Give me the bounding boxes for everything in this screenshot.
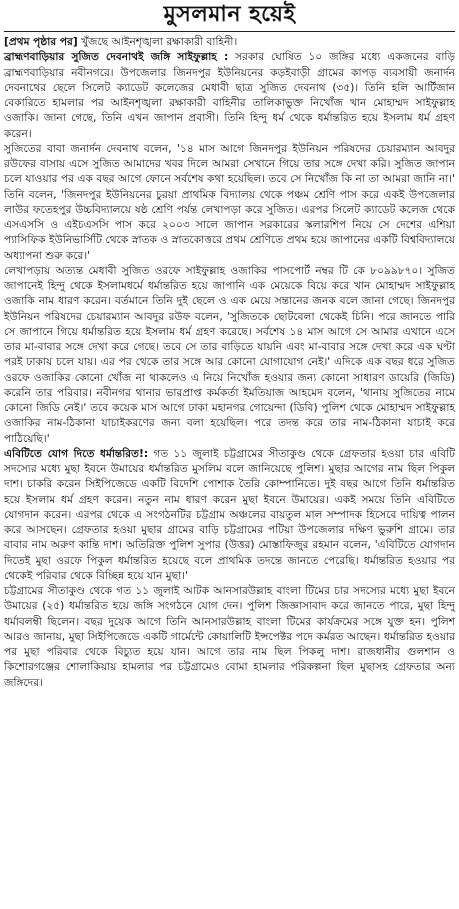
section1-paragraph-1: [4, 50, 455, 142]
article-body: [4, 35, 455, 691]
continuation-paragraph: [4, 35, 455, 50]
continuation-text: খুঁজছে আইনশৃঙ্খলা রক্ষাকারী বাহিনী।: [77, 36, 238, 48]
section1-p1-text: সরকার ঘোষিত ১০ জঙ্গির মধ্যে একজনের বাড়ি ব্রাহ্মণবাড়িয়ার নবীনগরে। উপজেলার জিনদপুর ইউনিয়নের কড়ইবাড়ী গ্রামের কাপড় ব্যবসায়ী জনার্দন দেবনাথের ছেলে সিলেট ক্যাডেট কলেজের মেধাবী ছাত্র সুজিত দেবনাথ (৩৫)। তিনি হলি আর্টিজান বেকারিতে হামলার পর আইনশৃঙ্খলা রক্ষাকারী বাহিনীর তালিকাভুক্ত নিখোঁজ খান মোহাম্মদ সাইফুল্লাহ ওজাকি। জানা গেছে, তিনি এখন জাপান প্রবাসী। তিনি হিন্দু ধর্ম থেকে ধর্মান্তরিত হয়ে ইসলাম ধর্ম গ্রহণ করেন।: [4, 51, 456, 140]
section1-paragraph-3: লেখাপড়ায় অত্যন্ত মেধাবী সুজিত ওরফে সাইফুল্লাহ ওজাকির পাসপোর্ট নম্বর টি কে ৮০৯৯৮৭০। সুজিত জাপানেই হিন্দু থেকে ইসলামধর্মে ধর্মান্তরিত হয়ে জাপানি এক মেয়েকে বিয়ে করে খান মোহাম্মদ সাইফুল্লাহ ওজাকি নাম ধারণ করেন। বর্তমানে তিনি দুই ছেলে ও এক মেয়ে সন্তানের জনক বলে জানা গেছে। জিনদপুর ইউনিয়ন পরিষদের চেয়ারম্যান আবদুর রউফ বলেন, 'সুজিতকে ছোটবেলা থেকেই চিনি। পরে জানতে পারি সে জাপানে গিয়ে ধর্মান্তরিত হয়ে ইসলাম ধর্ম গ্রহণ করেছে। সর্বশেষ ১৪ মাস আগে সে আমার এখানে এসে তার মা-বাবার সঙ্গে দেখা করে গেছে। তবে সে তার বাড়িতে যায়নি এবং মা-বাবার সঙ্গে দেখা করে এক ঘণ্টা পরই ঢাকায় চলে যায়। এর পর থেকে তার সঙ্গে আর কোনো যোগাযোগ নেই।' এদিকে এক বছর ধরে সুজিত ওরফে ওজাকির কোনো খোঁজ না থাকলেও এ নিয়ে নিখোঁজ হওয়ার জন্য কোনো সাধারণ ডায়েরি (জিডি) করেনি তার পরিবার। নবীনগর থানার ভারপ্রাপ্ত কর্মকর্তা ইমতিয়াজ আহমেদ বলেন, 'থানায় সুজিতের নামে কোনো জিডি নেই।' তবে কয়েক মাস আগে ঢাকা মহানগর গোয়েন্দা (ডিবি) পুলিশ থেকে মোহাম্মদ সাইফুল্লাহ ওজাকির নাম-ঠিকানা যাচাইকরণের জন্য বলা হয়েছিল। পরে তদন্ত করে তার নাম-ঠিকানা যাচাই করে পাঠিয়েছি।': [4, 264, 455, 445]
section2-lead: এবিটিতে যোগ দিতে ধর্মান্তরিত!:: [4, 447, 149, 460]
section2-paragraph-2: চট্টগ্রামের সীতাকুণ্ড থেকে গত ১১ জুলাই আটক আনসারউল্লাহ বাংলা টিমের চার সদস্যের মধ্যে মুছা ইবনে উমায়ের (২৫) ধর্মান্তরিত হয়ে জঙ্গি সংগঠনে যোগ দেন। পুলিশ জিজ্ঞাসাবাদ করে জানতে পারে, মুছা হিন্দু ধর্মাবলম্বী ছিলেন। বছর দুয়েক আগে তিনি আনসারউল্লাহ বাংলা টিমের কার্যক্রমের সঙ্গে যুক্ত হন। পুলিশ আরও জানায়, মুছা সিইপিজেডে একটি গার্মেন্টে কোয়ালিটি ইন্সপেক্টর পদে কর্মরত আছেন। ধর্মান্তরিত হওয়ার পর মুছা পরিবার থেকে বিচ্যুত হয়ে যান। আগে তার নাম ছিল পিকলু দাশ। রাজধানীর গুলশান ও কিশোরগঞ্জের শোলাকিয়ায় হামলার পর চট্টগ্রামেও বোমা হামলার পরিকল্পনা ছিল মুছাসহ গ্রেফতার অন্য জঙ্গিদের।: [4, 585, 455, 689]
continuation-jump-label: [প্রথম পৃষ্ঠার পর]: [4, 36, 78, 48]
section1-lead: ব্রাহ্মণবাড়িয়ার সুজিত দেবনাথই জঙ্গি সাইফুল্লাহ :: [4, 51, 229, 64]
section2-paragraph-1: [4, 447, 455, 584]
section2-p1-text: গত ১১ জুলাই চট্টগ্রামের সীতাকুণ্ড থেকে গ্রেফতার হওয়া চার এবিটি সদস্যের মধ্যে মুছা ইবনে উমায়ের ধর্মান্তরিত মুসলিম বলে জানিয়েছে পুলিশ। মুছার আগের নাম ছিল পিকুল দাশ। চাকরি করেন সিইপিজেডে একটি বিদেশি পোশাক তৈরি কোম্পানিতে। দুই বছর আগে তিনি ধর্মান্তরিত হয়ে ইসলাম ধর্ম গ্রহণ করেন। নতুন নাম ধারণ করেন মুছা ইবনে উমায়ের। একই সময়ে তিনি এবিটিতে যোগদান করেন। এরপর থেকে এ সংগঠনটির চট্টগ্রাম অঞ্চলের বায়তুল মাল সম্পাদক হিসেবে দায়িত্ব পালন করে আসছেন। গ্রেফতার হওয়া মুছার গ্রামের বাড়ি চট্টগ্রামের পটিয়া উপজেলার দক্ষিণ ভুরুশি গ্রামে। তার বাবার নাম অরুণ কান্তি দাশ। অতিরিক্ত পুলিশ সুপার (উত্তর) মোস্তাফিজুর রহমান বলেন, 'এবিটিতে যোগদান দিতেই মুছা ওরফে পিকুল ধর্মান্তরিত হয়েছে বলে প্রাথমিক তদন্তে জানতে পেরেছি। ধর্মান্তরিত হওয়ার পর থেকেই পরিবার থেকে বিচ্ছিন্ন হয়ে যান মুছা।': [4, 447, 455, 582]
headline: মুসলমান হয়েই: [4, 2, 455, 32]
section1-paragraph-2: সুজিতের বাবা জনার্দন দেবনাথ বলেন, '১৪ মাস আগে জিনদপুর ইউনিয়ন পরিষদের চেয়ারম্যান আবদুর রউফের বাসায় এসে সুজিত আমাদের খবর দিলে আমরা সেখানে গিয়ে তার সঙ্গে দেখা করি। সুজিত জাপান চলে যাওয়ার পর এক বছর আগে ফোনে সর্বশেষ কথা হয়েছিল। তবে সে নিখোঁজ কি না তা আমরা জানি না।' তিনি বলেন, 'জিনদপুর ইউনিয়নের চুরয়া প্রাথমিক বিদ্যালয় থেকে পঞ্চম শ্রেণি পাস করে একই উপজেলার লাউর ফতেহপুর উচ্চবিদ্যালয়ে ষষ্ঠ শ্রেণি পর্যন্ত লেখাপড়া করে সুজিত। এরপর সিলেট ক্যাডেট কলেজ থেকে এসএসসি ও এইচএসসি পাস করে ২০০৩ সালে জাপান সরকারের স্কলারশিপ নিয়ে সে দেশের এশিয়া প্যাসিফিক ইউনিভার্সিটি থেকে স্নাতক ও স্নাতকোত্তরে প্রথম শ্রেণিতে প্রথম হয়ে জাপানের একটি বিশ্ববিদ্যালয়ে অধ্যাপনা শুরু করে।': [4, 142, 455, 262]
